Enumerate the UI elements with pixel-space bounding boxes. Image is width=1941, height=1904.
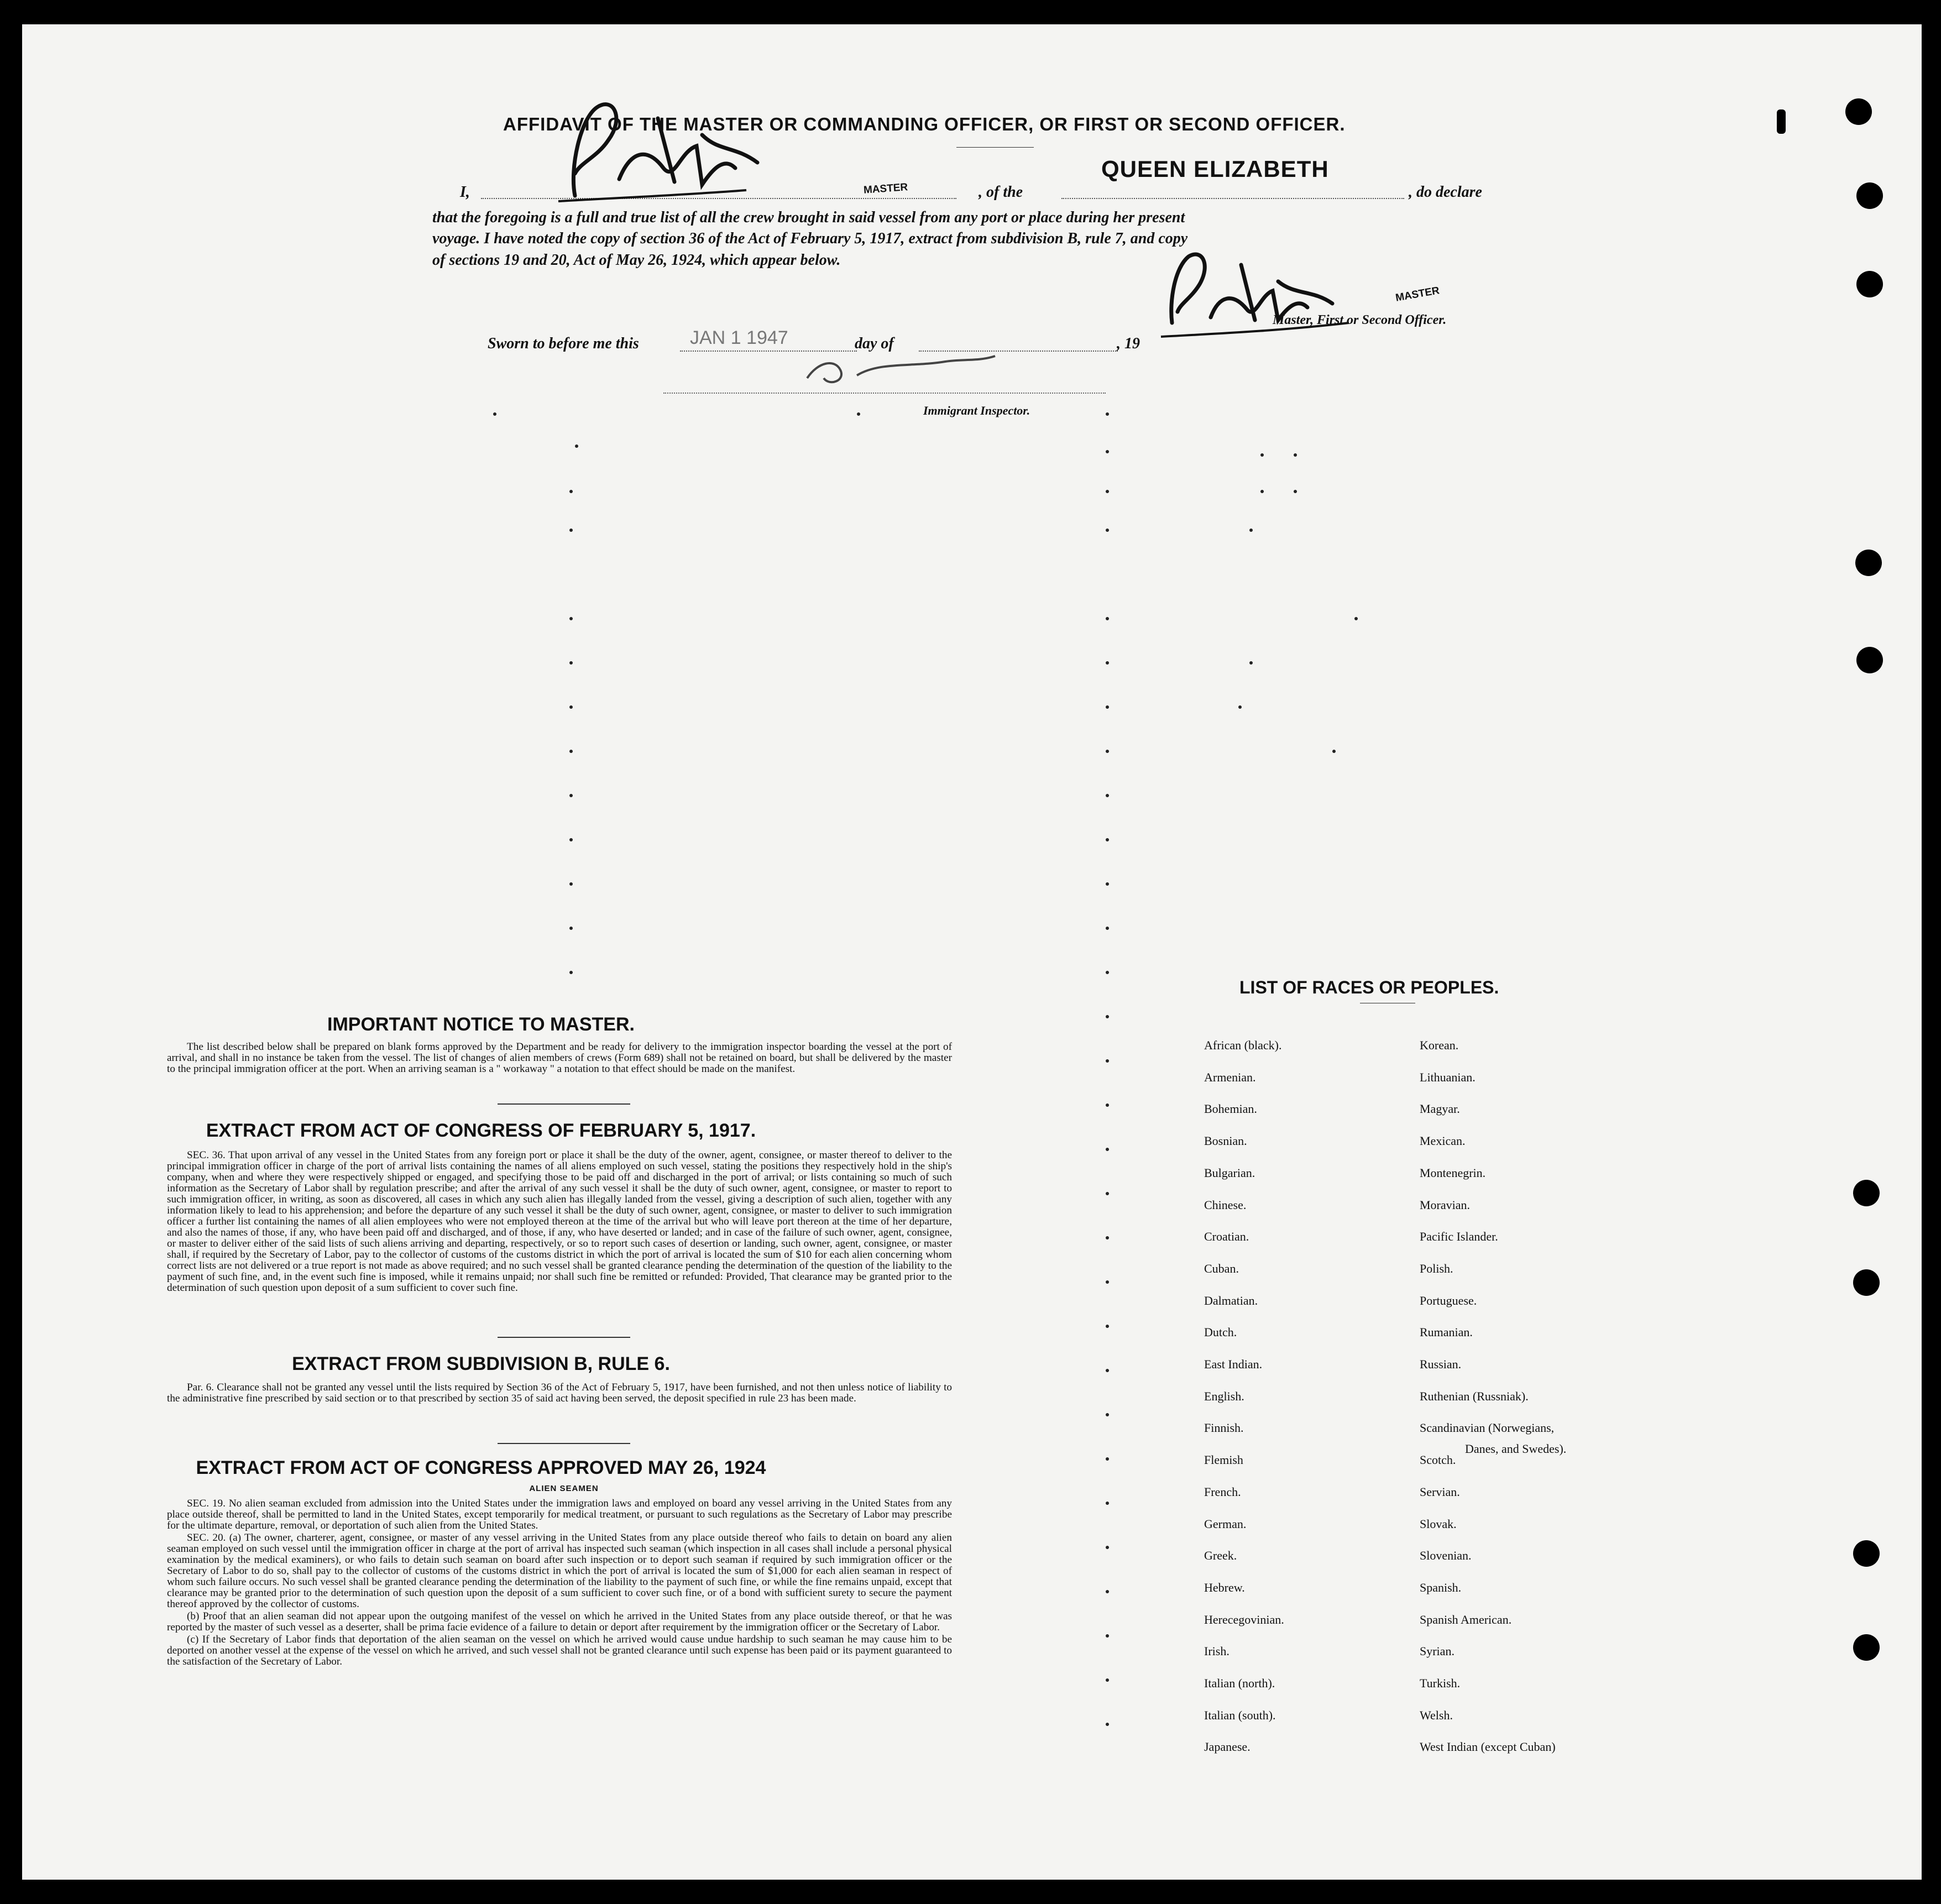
divider <box>498 1103 630 1105</box>
master-signature-top <box>536 85 768 218</box>
notice-body: The list described below shall be prepared on blank forms approved by the Department and be ready for delivery to the immigration inspector boarding the vessel at the port of arrival, and shall in no instance be taken from the vessel. The list of changes of alien members of crews (Form 689) shall not be retained on board, but shall be delivered by the master to the principal immigration officer at the port. When an arriving seaman is a " workaway " a notation to that effect should be made on the manifest. <box>167 1041 952 1075</box>
race-item: Armenian. <box>1204 1070 1256 1084</box>
race-item: Hebrew. <box>1204 1580 1245 1594</box>
inspector-caption: Immigrant Inspector. <box>923 404 1030 417</box>
act1917-heading: EXTRACT FROM ACT OF CONGRESS OF FEBRUARY 5, 1917. <box>206 1120 756 1141</box>
divider <box>498 1337 630 1338</box>
race-item: Dutch. <box>1204 1325 1237 1340</box>
race-item: Italian (north). <box>1204 1676 1275 1690</box>
race-item: Turkish. <box>1420 1676 1461 1690</box>
master-signature-stamp: MASTER <box>1394 285 1441 304</box>
race-item: Spanish. <box>1420 1580 1462 1594</box>
race-item: Magyar. <box>1420 1102 1460 1116</box>
sec20a-text: SEC. 20. (a) The owner, charterer, agent, consignee, or master of any vessel arriving in the United States from any place outside thereof who fails to detain on board any alien seaman employed on such vessel until the immigration officer in charge at the port of arrival has inspected such seaman (which inspection in all cases shall include a personal physical examination by the medical examiners), or who fails to detain such seaman on board after such inspection or to deport such seaman if required by such immigration officer or the Secretary of Labor to do so, shall pay to the collector of customs of the customs district in which the port of arrival is located the sum of $1,000 for each alien seaman in respect of whom such failure occurs. No such vessel shall be granted clearance pending the determination of the liability to the payment of such fine, or while the fine remains unpaid, except that clearance may be granted prior to the determination of such question upon the deposit of a sum sufficient to cover such fine, or of a bond with sufficient surety to secure the payment thereof approved by the collector of customs. <box>167 1532 952 1610</box>
affidavit-line3: voyage. I have noted the copy of section 36 of the Act of February 5, 1917, extract from subdivision B, rule 7, and copy <box>432 230 1188 247</box>
race-item: German. <box>1204 1516 1247 1531</box>
race-item: Japanese. <box>1204 1740 1251 1754</box>
race-item: Moravian. <box>1420 1197 1471 1212</box>
race-item: Lithuanian. <box>1420 1070 1476 1084</box>
title-underline <box>956 147 1034 148</box>
race-item: Bulgarian. <box>1204 1165 1255 1180</box>
affidavit-title: AFFIDAVIT OF THE MASTER OR COMMANDING OFFICER, OR FIRST OR SECOND OFFICER. <box>503 114 1346 134</box>
crew-manifest-sheet <box>22 24 1922 1880</box>
affidavit-line1-suffix: , do declare <box>1409 184 1482 201</box>
race-item: Croatian. <box>1204 1230 1249 1244</box>
rule6-body: Par. 6. Clearance shall not be granted any vessel until the lists required by Section 36 of the Act of February 5, 1917, have been furnished, and not then unless notice of liability to the administrative fine prescribed by said section or to that prescribed by section 35 of said act having been served, the deposit specified in rule 23 has been made. <box>167 1382 952 1404</box>
race-item: Chinese. <box>1204 1197 1247 1212</box>
race-item: Portuguese. <box>1420 1293 1477 1307</box>
race-scandinavian-line2: Danes, and Swedes). <box>1465 1442 1567 1456</box>
race-item: Scandinavian (Norwegians, <box>1420 1421 1555 1435</box>
race-item: French. <box>1204 1484 1241 1499</box>
race-item: Ruthenian (Russniak). <box>1420 1389 1529 1403</box>
race-item: Pacific Islander. <box>1420 1230 1498 1244</box>
race-item: Russian. <box>1420 1357 1462 1371</box>
act1917-body: SEC. 36. That upon arrival of any vessel in the United States from any foreign port or place it shall be the duty of the owner, agent, consignee, or master thereof to deliver to the principal immigration officer in charge of the port of arrival lists containing the names of all aliens employed on such vessel, stating the positions they respectively hold in the ship's company, when and where they were respectively shipped or engaged, and specifying those to be paid off and discharged in the port of arrival; or lists containing so much of such information as the Secretary of Labor shall by regulation prescribe; and after the arrival of any such vessel it shall be the duty of such owner, agent, consignee, or master to report to such immigration officer, in writing, as soon as discovered, all cases in which any such alien has illegally landed from the vessel, giving a description of such alien, together with any information likely to lead to his apprehension; and before the departure of any such vessel it shall be the duty of such owner, agent, consignee, or master to deliver to such immigration officer a further list containing the names of all alien employees who were not employed thereon at the time of the arrival but who will leave port thereon at the time of her departure, and also the names of those, if any, who have been paid off and discharged, and of those, if any, who have deserted or landed; and in case of the failure of such owner, agent, consignee, or master to deliver either of the said lists of such aliens arriving and departing, respectively, or so to report such cases of desertion or landing, such owner, agent, consignee, or master shall, if required by the Secretary of Labor, pay to the collector of customs of the customs district in which the port of arrival is located the sum of $10 for each alien concerning whom correct lists are not delivered or a true report is not made as above required; and no such vessel shall be granted clearance pending the determination of the question of the liability to the payment of such fine, and, in the event such fine is imposed, while it remains unpaid; nor shall such fine be remitted or refunded: Provided, That clearance may be granted prior to the determination of such question upon deposit of a sum sufficient to cover such fine. <box>167 1149 952 1294</box>
race-item: Scotch. <box>1420 1453 1456 1467</box>
affidavit-line1-prefix: I, <box>460 184 470 201</box>
vessel-name-stamp: QUEEN ELIZABETH <box>1101 156 1329 182</box>
sec19-text: SEC. 19. No alien seaman excluded from admission into the United States under the immigration laws and employed on board any vessel arriving in the United States from any place outside thereof, shall be permitted to land in the United States, except temporarily for medical treatment, or pursuant to such regulations as the Secretary of Labor may prescribe for the ultimate departure, removal, or deportation of such alien from the United States. <box>167 1498 952 1531</box>
master-stamp: MASTER <box>863 181 908 196</box>
sec20c-text: (c) If the Secretary of Labor finds that deportation of the alien seaman on the vessel on which he arrived would cause undue hardship to such seaman he may cause him to be deported on another vessel at the expense of the vessel on which he arrived, and such vessel shall not be granted clearance until such expense has been paid or its payment guaranteed to the satisfaction of the Secretary of Labor. <box>167 1634 952 1667</box>
race-item: Korean. <box>1420 1038 1459 1052</box>
race-item: Mexican. <box>1420 1134 1466 1148</box>
binder-hole <box>1856 647 1883 673</box>
race-item: Syrian. <box>1420 1644 1455 1659</box>
race-item: Slovenian. <box>1420 1549 1472 1563</box>
race-item: Montenegrin. <box>1420 1165 1486 1180</box>
race-item: English. <box>1204 1389 1244 1403</box>
affidavit-line1-middle: , of the <box>979 184 1023 201</box>
race-item: Servian. <box>1420 1484 1460 1499</box>
binder-hole <box>1845 98 1872 125</box>
race-item: Italian (south). <box>1204 1708 1276 1722</box>
race-item: Herecegovinian. <box>1204 1612 1284 1626</box>
binder-hole <box>1853 1540 1880 1567</box>
sec20b-text: (b) Proof that an alien seaman did not appear upon the outgoing manifest of the vessel on which he arrived in the United States from any place outside thereof, or that he was reported by the master of such vessel as a deserter, shall be prima facie evidence of a failure to detain or deport after requirement by the immigration officer or the Secretary of Labor. <box>167 1610 952 1633</box>
race-item: Greek. <box>1204 1549 1237 1563</box>
race-item: African (black). <box>1204 1038 1282 1052</box>
act1924-body <box>167 1498 952 1668</box>
race-item: Bohemian. <box>1204 1102 1257 1116</box>
binder-clip-mark <box>1777 109 1786 134</box>
race-item: West Indian (except Cuban) <box>1420 1740 1556 1754</box>
master-signature <box>1150 240 1382 351</box>
act1924-heading: EXTRACT FROM ACT OF CONGRESS APPROVED MAY 26, 1924 <box>196 1457 766 1478</box>
signature-caption: Master, First or Second Officer. <box>1273 313 1447 327</box>
sworn-prefix: Sworn to before me this <box>488 335 639 352</box>
inspector-signature <box>796 345 1006 395</box>
races-heading: LIST OF RACES OR PEOPLES. <box>1239 977 1499 997</box>
binder-hole <box>1856 271 1883 297</box>
race-item: Polish. <box>1420 1261 1453 1275</box>
vessel-name-blank <box>1061 198 1404 199</box>
sworn-date-stamp: JAN 1 1947 <box>690 327 788 348</box>
divider <box>498 1443 630 1444</box>
race-item: Rumanian. <box>1420 1325 1473 1340</box>
notice-heading: IMPORTANT NOTICE TO MASTER. <box>327 1014 635 1035</box>
act1924-subheading: ALIEN SEAMEN <box>529 1484 599 1493</box>
inspector-blank <box>663 393 1106 394</box>
sworn-year-prefix: , 19 <box>1117 335 1140 352</box>
affidavit-line2: that the foregoing is a full and true list of all the crew brought in said vessel from any port or place during her present <box>432 209 1185 226</box>
race-item: Dalmatian. <box>1204 1293 1258 1307</box>
race-item: Slovak. <box>1420 1516 1457 1531</box>
race-item: Flemish <box>1204 1453 1243 1467</box>
affidavit-line4: of sections 19 and 20, Act of May 26, 1924, which appear below. <box>432 252 841 269</box>
sworn-day-of: day of <box>855 335 894 352</box>
race-item: Spanish American. <box>1420 1612 1512 1626</box>
race-item: Bosnian. <box>1204 1134 1247 1148</box>
race-item: Welsh. <box>1420 1708 1453 1722</box>
binder-hole <box>1853 1269 1880 1296</box>
rule6-heading: EXTRACT FROM SUBDIVISION B, RULE 6. <box>292 1353 670 1374</box>
binder-hole <box>1853 1180 1880 1206</box>
race-item: Cuban. <box>1204 1261 1239 1275</box>
race-item: Finnish. <box>1204 1421 1244 1435</box>
race-item: Irish. <box>1204 1644 1230 1659</box>
race-item: East Indian. <box>1204 1357 1263 1371</box>
binder-hole <box>1853 1634 1880 1661</box>
binder-hole <box>1856 182 1883 209</box>
binder-hole <box>1855 550 1882 576</box>
